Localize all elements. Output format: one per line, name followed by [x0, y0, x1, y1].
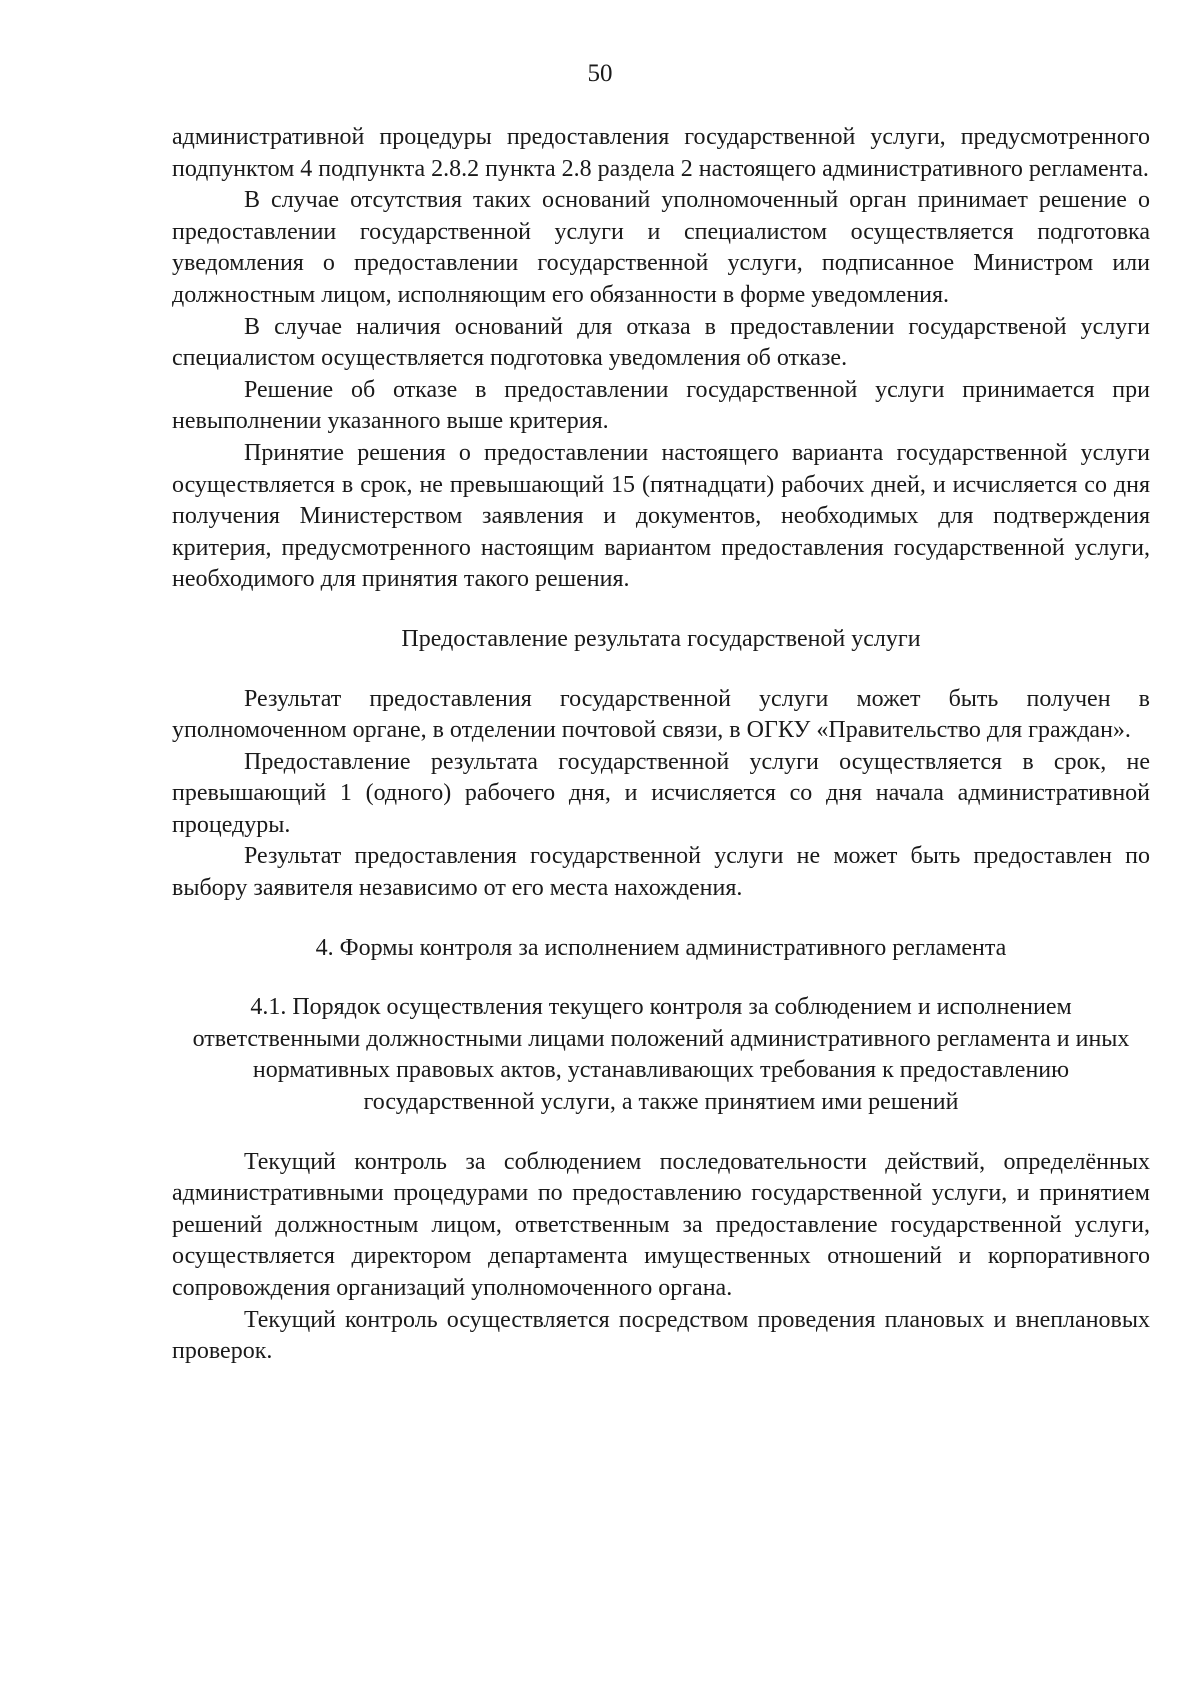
section-heading-4: 4. Формы контроля за исполнением административного регламента — [315, 934, 1007, 961]
paragraph: Предоставление результата государственной услуги осуществляется в срок, не превышающий 1 (одного) рабочего дня, и исчисляется со дня начала административной процедуры. — [172, 748, 1150, 838]
paragraph: Решение об отказе в предоставлении государственной услуги принимается при невыполнении указанного выше критерия. — [172, 376, 1150, 435]
document-body — [172, 122, 1150, 1368]
section-heading-result: Предоставление результата государственой услуги — [401, 625, 921, 652]
paragraph: административной процедуры предоставления государственной услуги, предусмотренного подпунктом 4 подпункта 2.8.2 пункта 2.8 раздела 2 настоящего административного регламента. — [172, 124, 1150, 182]
paragraph: Принятие решения о предоставлении настоящего варианта государственной услуги осуществляется в срок, не превышающий 15 (пятнадцати) рабочих дней, и исчисляется со дня получения Министерством заявления и документов, необходимых для подтверждения критерия, предусмотренного настоящим вариантом предоставления государственной услуги, необходимого для принятия такого решения. — [172, 439, 1150, 593]
section-heading-4-1: 4.1. Порядок осуществления текущего контроля за соблюдением и исполнением ответственными должностными лицами положений административного регламента и иных нормативных правовых актов, устанавливающих требования к предоставлению государственной услуги, а также принятием ими решений — [192, 994, 1130, 1116]
paragraph: В случае наличия оснований для отказа в предоставлении государственой услуги специалистом осуществляется подготовка уведомления об отказе. — [172, 313, 1150, 372]
paragraph: Текущий контроль за соблюдением последовательности действий, определённых административными процедурами по предоставлению государственной услуги, и принятием решений должностным лицом, ответственным за предоставление государственной услуги, осуществляется директором департамента имущественных отношений и корпоративного сопровождения организаций уполномоченного органа. — [172, 1148, 1150, 1301]
page-number: 50 — [587, 60, 613, 87]
paragraph: Результат предоставления государственной услуги может быть получен в уполномоченном органе, в отделении почтовой связи, в ОГКУ «Правительство для граждан». — [172, 685, 1150, 744]
paragraph: В случае отсутствия таких оснований уполномоченный орган принимает решение о предоставлении государственной услуги и специалистом осуществляется подготовка уведомления о предоставлении государственной услуги, подписанное Министром или должностным лицом, исполняющим его обязанности в форме уведомления. — [172, 187, 1150, 308]
paragraph: Результат предоставления государственной услуги не может быть предоставлен по выбору заявителя независимо от его места нахождения. — [172, 843, 1150, 902]
paragraph: Текущий контроль осуществляется посредством проведения плановых и внеплановых проверок. — [172, 1306, 1150, 1365]
